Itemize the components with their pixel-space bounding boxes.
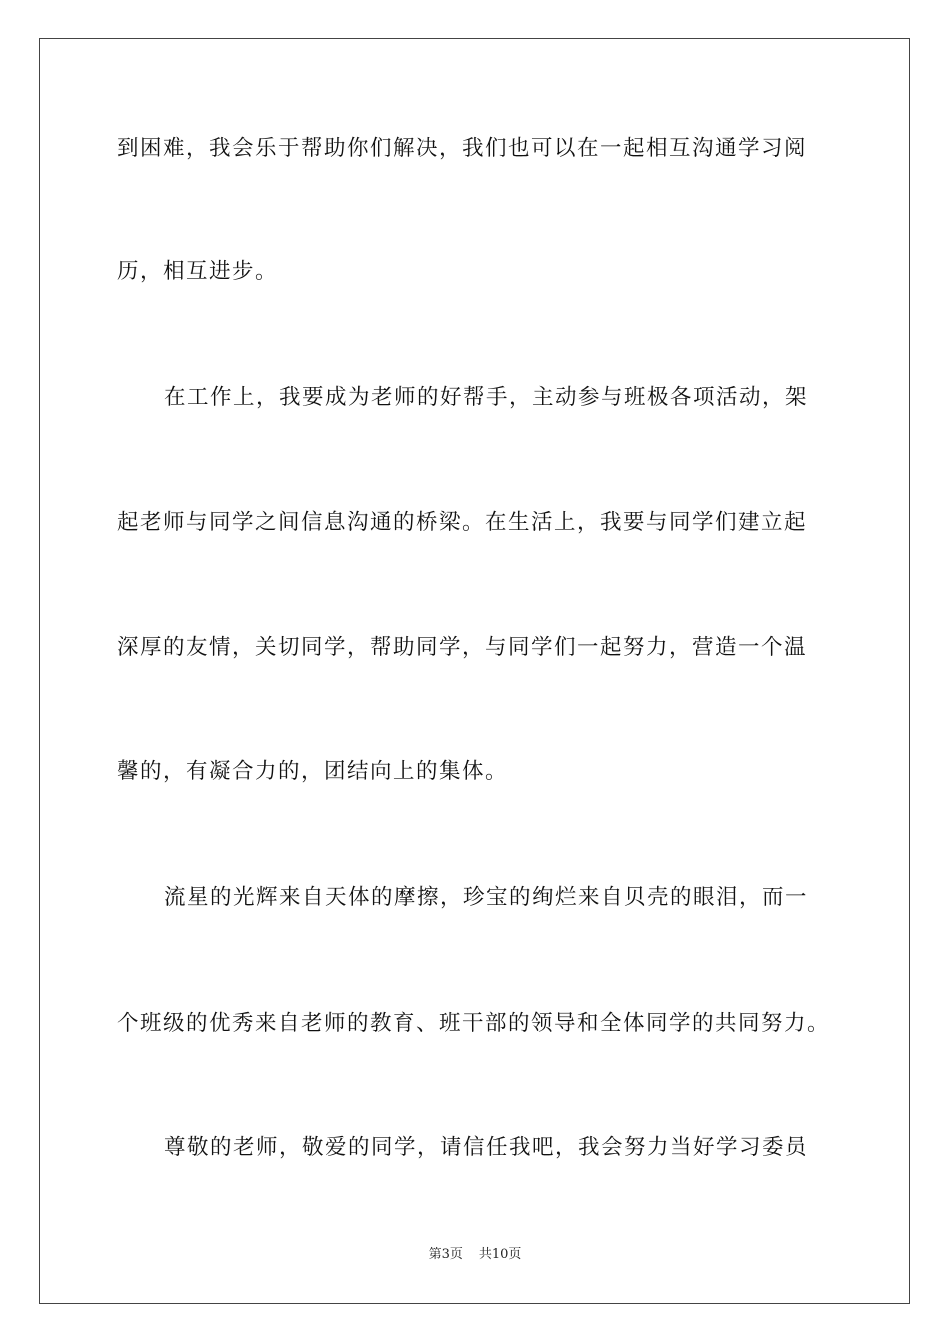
page-footer [0, 1243, 950, 1262]
paragraph-line: 深厚的友情，关切同学，帮助同学，与同学们一起努力，营造一个温 [117, 635, 808, 660]
paragraph-line: 起老师与同学之间信息沟通的桥梁。在生活上，我要与同学们建立起 [117, 510, 808, 535]
paragraph-line: 个班级的优秀来自老师的教育、班干部的领导和全体同学的共同努力。 [117, 1011, 831, 1036]
page-border [39, 38, 910, 1304]
paragraph-line: 在工作上，我要成为老师的好帮手，主动参与班极各项活动，架 [164, 385, 809, 410]
paragraph-line: 到困难，我会乐于帮助你们解决，我们也可以在一起相互沟通学习阅 [117, 136, 808, 161]
paragraph-line: 流星的光辉来自天体的摩擦，珍宝的绚烂来自贝壳的眼泪，而一 [164, 885, 809, 910]
page-total: 共10页 [478, 1247, 522, 1262]
paragraph-line: 馨的，有凝合力的，团结向上的集体。 [117, 759, 509, 784]
page-number: 第3页 [428, 1247, 463, 1262]
paragraph-line: 历，相互进步。 [117, 259, 279, 284]
paragraph-line: 尊敬的老师，敬爱的同学，请信任我吧，我会努力当好学习委员 [164, 1135, 809, 1160]
